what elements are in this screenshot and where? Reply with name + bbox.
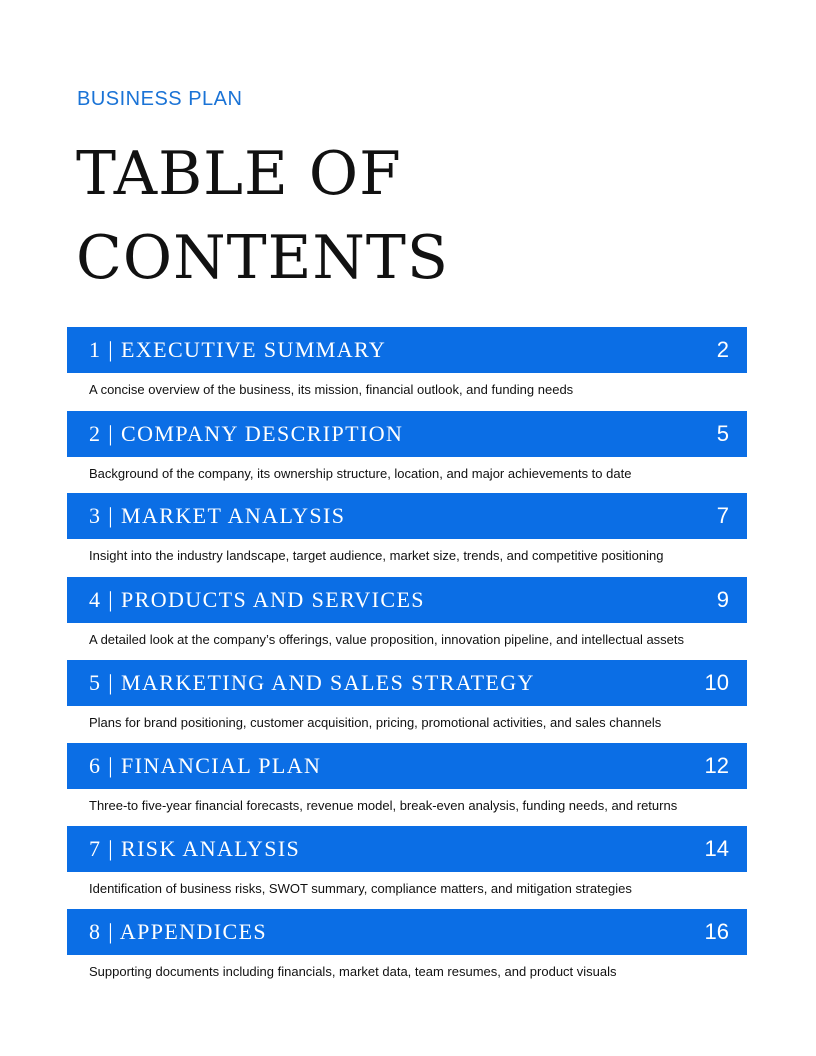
toc-section-heading: 6 | FINANCIAL PLAN <box>89 753 322 778</box>
toc-page-number: 7 <box>716 503 729 528</box>
toc-entry <box>67 577 747 649</box>
toc-entry <box>67 826 747 898</box>
toc-entry <box>67 660 747 732</box>
toc-section-description: A detailed look at the company’s offerings, value proposition, innovation pipeline, and intellectual assets <box>89 632 685 647</box>
toc-section-description: Background of the company, its ownership structure, location, and major achievements to date <box>89 466 632 481</box>
toc-entry <box>67 909 747 981</box>
toc-entry <box>67 411 747 483</box>
toc-section-heading: 3 | MARKET ANALYSIS <box>89 503 346 528</box>
toc-entry <box>67 327 747 399</box>
toc-page-number: 5 <box>716 421 729 446</box>
toc-page-number: 10 <box>704 670 729 695</box>
toc-section-description: Insight into the industry landscape, target audience, market size, trends, and competitive positioning <box>89 548 664 563</box>
toc-page-number: 14 <box>704 836 729 861</box>
toc-section-link[interactable] <box>67 826 747 872</box>
page-title-line-1: TABLE OF <box>76 139 402 209</box>
toc-section-description: Three-to five-year financial forecasts, revenue model, break-even analysis, funding needs, and returns <box>89 798 678 813</box>
toc-section-heading: 1 | EXECUTIVE SUMMARY <box>89 337 387 362</box>
toc-section-description: Plans for brand positioning, customer acquisition, pricing, promotional activities, and sales channels <box>89 715 662 730</box>
toc-section-link[interactable] <box>67 743 747 789</box>
toc-section-heading: 8 | APPENDICES <box>89 919 268 944</box>
toc-entry <box>67 493 747 565</box>
toc-section-link[interactable] <box>67 660 747 706</box>
toc-section-description: A concise overview of the business, its mission, financial outlook, and funding needs <box>89 382 574 397</box>
toc-page-number: 12 <box>704 753 729 778</box>
toc-page-number: 16 <box>704 919 729 944</box>
toc-page-number: 2 <box>716 337 729 362</box>
page-title-line-2: CONTENTS <box>76 223 450 293</box>
toc-section-link[interactable] <box>67 577 747 623</box>
toc-section-description: Identification of business risks, SWOT summary, compliance matters, and mitigation strategies <box>89 881 632 896</box>
page-title <box>76 132 736 300</box>
toc-section-heading: 4 | PRODUCTS AND SERVICES <box>89 587 425 612</box>
toc-section-description: Supporting documents including financials, market data, team resumes, and product visuals <box>89 964 617 979</box>
toc-section-heading: 7 | RISK ANALYSIS <box>89 836 301 861</box>
toc-page-number: 9 <box>716 587 729 612</box>
toc-section-heading: 2 | COMPANY DESCRIPTION <box>89 421 404 446</box>
toc-section-link[interactable] <box>67 493 747 539</box>
toc-section-heading: 5 | MARKETING AND SALES STRATEGY <box>89 670 535 695</box>
toc-section-link[interactable] <box>67 327 747 373</box>
toc-section-link[interactable] <box>67 909 747 955</box>
toc-section-link[interactable] <box>67 411 747 457</box>
toc-entry <box>67 743 747 815</box>
document-eyebrow: BUSINESS PLAN <box>77 88 243 110</box>
